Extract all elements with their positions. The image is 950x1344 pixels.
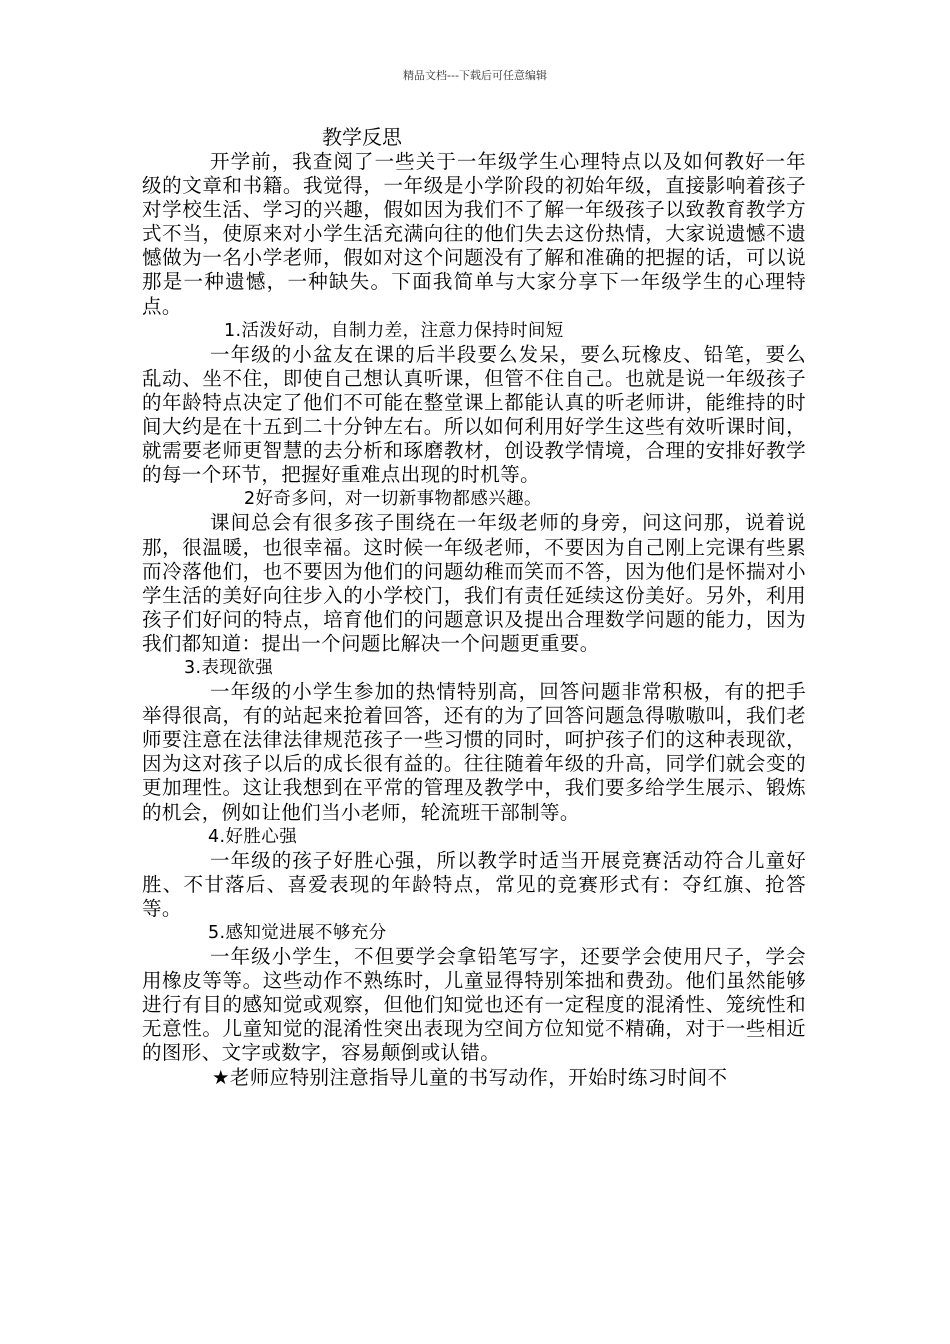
section-paragraph-3: 一年级的小学生参加的热情特别高，回答问题非常积极，有的把手举得很高，有的站起来抢着回答，还有的为了回答问题急得嗷嗷叫，我们老师要注意在法律法律规范孩子一些习惯的同时，呵护孩子们的这种表现欲，因为这对孩子以后的成长很有益的。往往随着年级的升高，同学们就会变的更加理性。这让我想到在平常的管理及教学中，我们要多给学生展示、锻炼的机会，例如让他们当小老师，轮流班干部制等。: [142, 680, 806, 824]
section-paragraph-1: 一年级的小盆友在课的后半段要么发呆，要么玩橡皮、铅笔，要么乱动、坐不住，即使自己想认真听课，但管不住自己。也就是说一年级孩子的年龄特点决定了他们不可能在整堂课上都能认真的听老师讲，能维持的时间大约是在十五到二十分钟左右。所以如何利用好学生这些有效听课时间，就需要老师更智慧的去分析和琢磨教材，创设教学情境，合理的安排好教学的每一个环节，把握好重难点出现的时机等。: [142, 342, 806, 487]
section-paragraph-4: 一年级的孩子好胜心强，所以教学时适当开展竞赛活动符合儿童好胜、不甘落后、喜爱表现的年龄特点，常见的竞赛形式有：夺红旗、抢答等。: [142, 848, 806, 920]
section-heading-4: 4.好胜心强: [208, 826, 298, 847]
section-paragraph-2: 课间总会有很多孩子围绕在一年级老师的身旁，问这问那，说着说那，很温暖，也很幸福。这时候一年级老师，不要因为自己刚上完课有些累而冷落他们，也不要因为他们的问题幼稚而笑而不答，因为他们是怀揣对小学生活的美好向往步入的小学校门，我们有责任延续这份美好。另外，利用孩子们好问的特点，培育他们的问题意识及提出合理数学问题的能力，因为我们都知道：提出一个问题比解决一个问题更重要。: [142, 511, 806, 655]
document-title: 教学反思: [322, 125, 402, 149]
section-heading-2: 2好奇多问，对一切新事物都感兴趣。: [244, 489, 542, 510]
intro-paragraph: 开学前，我查阅了一些关于一年级学生心理特点以及如何教好一年级的文章和书籍。我觉得，一年级是小学阶段的初始年级，直接影响着孩子对学校生活、学习的兴趣，假如因为我们不了解一年级孩子以致教育教学方式不当，使原来对小学生活充满向往的他们失去这份热情，大家说遗憾不遗憾做为一名小学老师，假如对这个问题没有了解和准确的把握的话，可以说那是一种遗憾，一种缺失。下面我简单与大家分享下一年级学生的心理特点。: [142, 150, 806, 318]
section-heading-3: 3.表现欲强: [184, 657, 274, 678]
section-heading-1: 1.活泼好动，自制力差，注意力保持时间短: [224, 320, 564, 341]
page-header: 精品文档---下载后可任意编辑: [403, 69, 547, 82]
section-heading-5: 5.感知觉进展不够充分: [208, 923, 387, 943]
document-body: [142, 150, 806, 1090]
section-paragraph-5: 一年级小学生，不但要学会拿铅笔写字，还要学会使用尺子，学会用橡皮等等。这些动作不熟练时，儿童显得特别笨拙和费劲。他们虽然能够进行有目的感知觉或观察，但他们知觉也还有一定程度的混淆性、笼统性和无意性。儿童知觉的混淆性突出表现为空间方位知觉不精确，对于一些相近的图形、文字或数字，容易颠倒或认错。: [142, 945, 806, 1065]
star-note-paragraph: ★老师应特别注意指导儿童的书写动作，开始时练习时间不: [212, 1065, 728, 1089]
